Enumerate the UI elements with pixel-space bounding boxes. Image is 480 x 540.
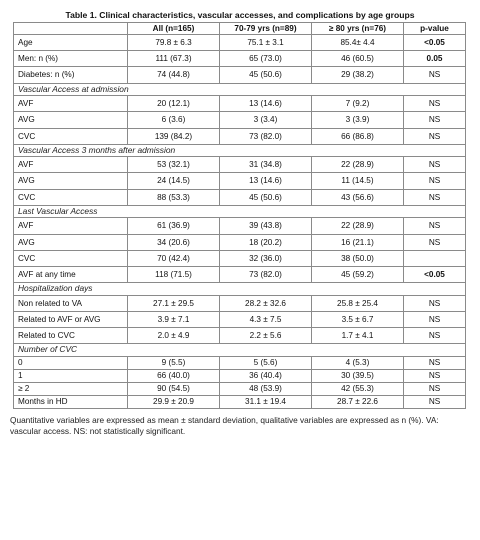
cell-p-value: NS bbox=[404, 189, 466, 205]
cell-80-plus: 7 (9.2) bbox=[312, 96, 404, 112]
cell-80-plus: 3 (3.9) bbox=[312, 112, 404, 128]
table-footnote: Quantitative variables are expressed as mean ± standard deviation, qualitative variables are expressed as n (%). VA: vascular access. NS: not statistically significant. bbox=[10, 414, 439, 437]
cell-all: 53 (32.1) bbox=[128, 157, 220, 173]
row-label-cell: Diabetes: n (%) bbox=[14, 67, 128, 83]
row-label-cell: AVF at any time bbox=[14, 266, 128, 282]
cell-p-value: NS bbox=[404, 112, 466, 128]
cell-70-79: 32 (36.0) bbox=[220, 250, 312, 266]
section-header-row bbox=[14, 205, 466, 218]
cell-p-value: NS bbox=[404, 382, 466, 395]
cell-80-plus: 43 (56.6) bbox=[312, 189, 404, 205]
table-row bbox=[14, 250, 466, 266]
cell-70-79: 65 (73.0) bbox=[220, 51, 312, 67]
cell-p-value: NS bbox=[404, 173, 466, 189]
cell-p-value: NS bbox=[404, 328, 466, 344]
table-row bbox=[14, 35, 466, 51]
table-row bbox=[14, 295, 466, 311]
cell-p-value: NS bbox=[404, 369, 466, 382]
header-cell-all: All (n=165) bbox=[128, 23, 220, 35]
cell-p-value: <0.05 bbox=[404, 35, 466, 51]
cell-p-value: NS bbox=[404, 311, 466, 327]
table-row bbox=[14, 328, 466, 344]
row-label-cell: AVF bbox=[14, 96, 128, 112]
section-header-label: Vascular Access at admission bbox=[14, 83, 466, 96]
cell-80-plus: 42 (55.3) bbox=[312, 382, 404, 395]
row-label-cell: Months in HD bbox=[14, 395, 128, 408]
row-label-cell: Non related to VA bbox=[14, 295, 128, 311]
cell-70-79: 18 (20.2) bbox=[220, 234, 312, 250]
section-header-label: Last Vascular Access bbox=[14, 205, 466, 218]
cell-70-79: 39 (43.8) bbox=[220, 218, 312, 234]
cell-all: 66 (40.0) bbox=[128, 369, 220, 382]
table-row bbox=[14, 51, 466, 67]
cell-all: 79.8 ± 6.3 bbox=[128, 35, 220, 51]
table-row bbox=[14, 189, 466, 205]
table-row bbox=[14, 157, 466, 173]
cell-80-plus: 38 (50.0) bbox=[312, 250, 404, 266]
header-cell-70-79: 70-79 yrs (n=89) bbox=[220, 23, 312, 35]
cell-all: 139 (84.2) bbox=[128, 128, 220, 144]
cell-all: 2.0 ± 4.9 bbox=[128, 328, 220, 344]
row-label-cell: ≥ 2 bbox=[14, 382, 128, 395]
row-label-cell: AVF bbox=[14, 157, 128, 173]
row-label-cell: Related to AVF or AVG bbox=[14, 311, 128, 327]
section-header-label: Vascular Access 3 months after admission bbox=[14, 144, 466, 157]
cell-all: 3.9 ± 7.1 bbox=[128, 311, 220, 327]
cell-all: 9 (5.5) bbox=[128, 356, 220, 369]
cell-70-79: 3 (3.4) bbox=[220, 112, 312, 128]
table-row bbox=[14, 382, 466, 395]
table-row bbox=[14, 311, 466, 327]
cell-80-plus: 30 (39.5) bbox=[312, 369, 404, 382]
header-cell-p-value: p-value bbox=[404, 23, 466, 35]
cell-all: 118 (71.5) bbox=[128, 266, 220, 282]
section-header-row bbox=[14, 144, 466, 157]
cell-80-plus: 29 (38.2) bbox=[312, 67, 404, 83]
cell-70-79: 73 (82.0) bbox=[220, 128, 312, 144]
table-row bbox=[14, 173, 466, 189]
cell-80-plus: 46 (60.5) bbox=[312, 51, 404, 67]
cell-70-79: 31.1 ± 19.4 bbox=[220, 395, 312, 408]
cell-all: 61 (36.9) bbox=[128, 218, 220, 234]
cell-80-plus: 11 (14.5) bbox=[312, 173, 404, 189]
table-row bbox=[14, 395, 466, 408]
cell-80-plus: 4 (5.3) bbox=[312, 356, 404, 369]
table-row bbox=[14, 67, 466, 83]
cell-80-plus: 28.7 ± 22.6 bbox=[312, 395, 404, 408]
row-label-cell: CVC bbox=[14, 250, 128, 266]
cell-p-value: NS bbox=[404, 67, 466, 83]
table-row bbox=[14, 234, 466, 250]
cell-80-plus: 16 (21.1) bbox=[312, 234, 404, 250]
row-label-cell: CVC bbox=[14, 189, 128, 205]
section-header-label: Number of CVC bbox=[14, 344, 466, 357]
table-row bbox=[14, 266, 466, 282]
cell-70-79: 45 (50.6) bbox=[220, 189, 312, 205]
row-label-cell: Men: n (%) bbox=[14, 51, 128, 67]
cell-p-value: NS bbox=[404, 157, 466, 173]
cell-p-value: <0.05 bbox=[404, 266, 466, 282]
cell-p-value: NS bbox=[404, 128, 466, 144]
cell-p-value bbox=[404, 250, 466, 266]
cell-80-plus: 1.7 ± 4.1 bbox=[312, 328, 404, 344]
cell-70-79: 2.2 ± 5.6 bbox=[220, 328, 312, 344]
cell-70-79: 4.3 ± 7.5 bbox=[220, 311, 312, 327]
cell-all: 24 (14.5) bbox=[128, 173, 220, 189]
cell-70-79: 36 (40.4) bbox=[220, 369, 312, 382]
cell-70-79: 75.1 ± 3.1 bbox=[220, 35, 312, 51]
section-header-row bbox=[14, 83, 466, 96]
cell-80-plus: 22 (28.9) bbox=[312, 157, 404, 173]
row-label-cell: AVG bbox=[14, 173, 128, 189]
cell-all: 20 (12.1) bbox=[128, 96, 220, 112]
cell-p-value: NS bbox=[404, 234, 466, 250]
section-header-label: Hospitalization days bbox=[14, 283, 466, 296]
cell-70-79: 31 (34.8) bbox=[220, 157, 312, 173]
row-label-cell: AVG bbox=[14, 234, 128, 250]
header-row bbox=[14, 23, 466, 35]
cell-p-value: 0.05 bbox=[404, 51, 466, 67]
cell-80-plus: 66 (86.8) bbox=[312, 128, 404, 144]
table-row bbox=[14, 96, 466, 112]
row-label-cell: Related to CVC bbox=[14, 328, 128, 344]
row-label-cell: 0 bbox=[14, 356, 128, 369]
section-header-row bbox=[14, 344, 466, 357]
table-row bbox=[14, 369, 466, 382]
cell-all: 90 (54.5) bbox=[128, 382, 220, 395]
cell-p-value: NS bbox=[404, 96, 466, 112]
cell-all: 6 (3.6) bbox=[128, 112, 220, 128]
cell-all: 34 (20.6) bbox=[128, 234, 220, 250]
cell-80-plus: 85.4± 4.4 bbox=[312, 35, 404, 51]
row-label-cell: AVG bbox=[14, 112, 128, 128]
cell-70-79: 13 (14.6) bbox=[220, 96, 312, 112]
row-label-cell: Age bbox=[14, 35, 128, 51]
cell-70-79: 73 (82.0) bbox=[220, 266, 312, 282]
cell-all: 111 (67.3) bbox=[128, 51, 220, 67]
cell-all: 70 (42.4) bbox=[128, 250, 220, 266]
cell-all: 27.1 ± 29.5 bbox=[128, 295, 220, 311]
cell-70-79: 13 (14.6) bbox=[220, 173, 312, 189]
document bbox=[10, 8, 470, 438]
cell-p-value: NS bbox=[404, 218, 466, 234]
header-cell-80-plus: ≥ 80 yrs (n=76) bbox=[312, 23, 404, 35]
cell-80-plus: 22 (28.9) bbox=[312, 218, 404, 234]
section-header-row bbox=[14, 283, 466, 296]
cell-p-value: NS bbox=[404, 395, 466, 408]
header-cell-label bbox=[14, 23, 128, 35]
cell-80-plus: 3.5 ± 6.7 bbox=[312, 311, 404, 327]
row-label-cell: AVF bbox=[14, 218, 128, 234]
table-row bbox=[14, 112, 466, 128]
cell-all: 29.9 ± 20.9 bbox=[128, 395, 220, 408]
row-label-cell: CVC bbox=[14, 128, 128, 144]
cell-70-79: 45 (50.6) bbox=[220, 67, 312, 83]
table-body bbox=[14, 35, 466, 409]
cell-70-79: 28.2 ± 32.6 bbox=[220, 295, 312, 311]
table-caption: Table 1. Clinical characteristics, vascular accesses, and complications by age groups bbox=[65, 10, 415, 20]
row-label-cell: 1 bbox=[14, 369, 128, 382]
cell-p-value: NS bbox=[404, 356, 466, 369]
table-row bbox=[14, 218, 466, 234]
table-row bbox=[14, 128, 466, 144]
table-row bbox=[14, 356, 466, 369]
cell-80-plus: 45 (59.2) bbox=[312, 266, 404, 282]
cell-70-79: 48 (53.9) bbox=[220, 382, 312, 395]
cell-p-value: NS bbox=[404, 295, 466, 311]
cell-70-79: 5 (5.6) bbox=[220, 356, 312, 369]
cell-80-plus: 25.8 ± 25.4 bbox=[312, 295, 404, 311]
cell-all: 74 (44.8) bbox=[128, 67, 220, 83]
cell-all: 88 (53.3) bbox=[128, 189, 220, 205]
characteristics-table bbox=[13, 22, 466, 409]
